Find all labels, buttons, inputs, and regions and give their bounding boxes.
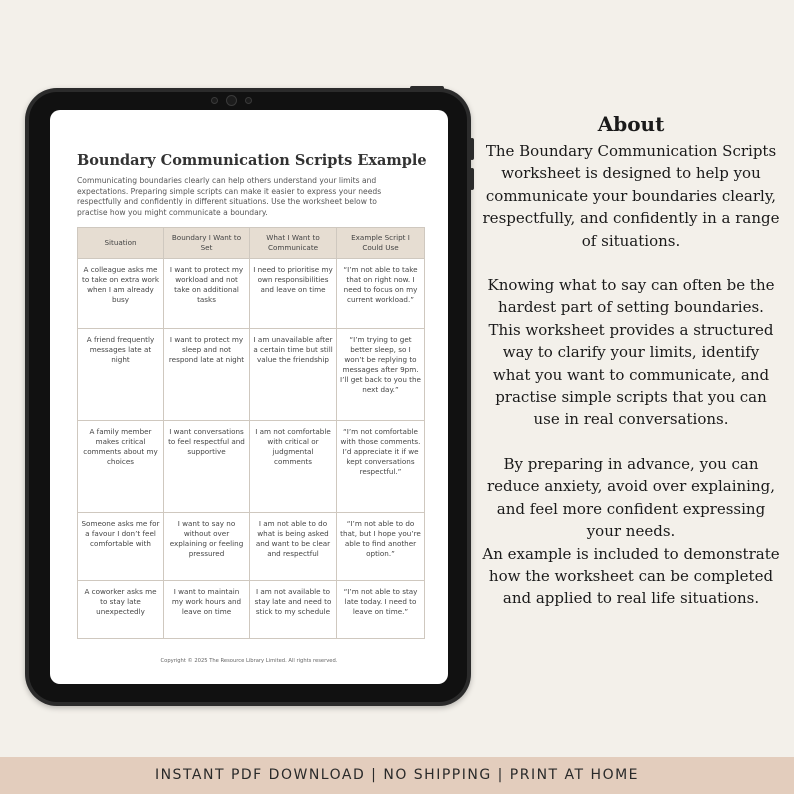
cell-boundary: I want to protect my workload and not take on additional tasks (164, 259, 250, 329)
worksheet-title: Boundary Communication Scripts Example (77, 152, 427, 169)
cell-script: “I’m not able to do that, but I hope you’re able to find another option.” (337, 513, 425, 581)
cell-communicate: I am not available to stay late and need to stick to my schedule (250, 581, 337, 639)
cell-situation: A coworker asks me to stay late unexpectedly (78, 581, 164, 639)
table-header-row (78, 228, 425, 259)
cell-communicate: I need to prioritise my own responsibilities and leave on time (250, 259, 337, 329)
cell-boundary: I want to protect my sleep and not respond late at night (164, 329, 250, 421)
table-row (78, 421, 425, 513)
about-section (482, 112, 780, 610)
cell-situation: Someone asks me for a favour I don’t feel comfortable with (78, 513, 164, 581)
tablet-camera-icon (226, 95, 237, 106)
cell-script: “I’m not able to stay late today. I need to leave on time.” (337, 581, 425, 639)
cell-communicate: I am not able to do what is being asked and want to be clear and respectful (250, 513, 337, 581)
about-heading: About (597, 112, 665, 136)
column-header-script: Example Script I Could Use (337, 228, 425, 259)
column-header-boundary: Boundary I Want to Set (164, 228, 250, 259)
cell-boundary: I want conversations to feel respectful and supportive (164, 421, 250, 513)
cell-situation: A colleague asks me to take on extra work when I am already busy (78, 259, 164, 329)
about-paragraph: An example is included to demonstrate how the worksheet can be completed and applied to real life situations. (482, 544, 780, 608)
cell-boundary: I want to say no without over explaining or feeling pressured (164, 513, 250, 581)
table-row (78, 259, 425, 329)
table-row (78, 329, 425, 421)
column-header-communicate: What I Want to Communicate (250, 228, 337, 259)
column-header-situation: Situation (78, 228, 164, 259)
footer-band (0, 757, 794, 794)
cell-communicate: I am unavailable after a certain time but still value the friendship (250, 329, 337, 421)
tablet-screen (50, 110, 448, 684)
table-row (78, 581, 425, 639)
tablet-sensor-icon-2 (245, 97, 252, 104)
cell-script: “I’m not comfortable with those comments. I’d appreciate it if we kept conversations respectful.” (337, 421, 425, 513)
cell-script: “I’m not able to take that on right now. I need to focus on my current workload.” (337, 259, 425, 329)
cell-boundary: I want to maintain my work hours and leave on time (164, 581, 250, 639)
worksheet-table (77, 227, 425, 639)
worksheet-intro: Communicating boundaries clearly can help others understand your limits and expectations. Preparing simple scripts can make it easier to express your needs respectfully and confidently in different situations. Use the worksheet below to practise how you might communicate a boundary. (77, 176, 382, 217)
about-paragraph: The Boundary Communication Scripts worksheet is designed to help you communicate your boundaries clearly, respectfully, and confidently in a range of situations. (482, 142, 780, 250)
cell-situation: A family member makes critical comments about my choices (78, 421, 164, 513)
cell-communicate: I am not comfortable with critical or judgmental comments (250, 421, 337, 513)
copyright-notice: Copyright © 2025 The Resource Library Limited. All rights reserved. (160, 658, 338, 664)
footer-text: INSTANT PDF DOWNLOAD | NO SHIPPING | PRINT AT HOME (154, 767, 640, 783)
about-paragraph: Knowing what to say can often be the hardest part of setting boundaries. This worksheet provides a structured way to clarify your limits, identify what you want to communicate, and practise simple scripts that you can use in real conversations. (487, 276, 775, 429)
tablet-sensor-icon (211, 97, 218, 104)
tablet-top-button (410, 86, 444, 90)
table-row (78, 513, 425, 581)
cell-situation: A friend frequently messages late at night (78, 329, 164, 421)
cell-script: “I’m trying to get better sleep, so I won’t be replying to messages after 9pm. I’ll get back to you the next day.” (337, 329, 425, 421)
tablet-side-button-upper (470, 138, 474, 160)
tablet-side-button-lower (470, 168, 474, 190)
about-paragraph: By preparing in advance, you can reduce anxiety, avoid over explaining, and feel more confident expressing your needs. (486, 454, 776, 541)
